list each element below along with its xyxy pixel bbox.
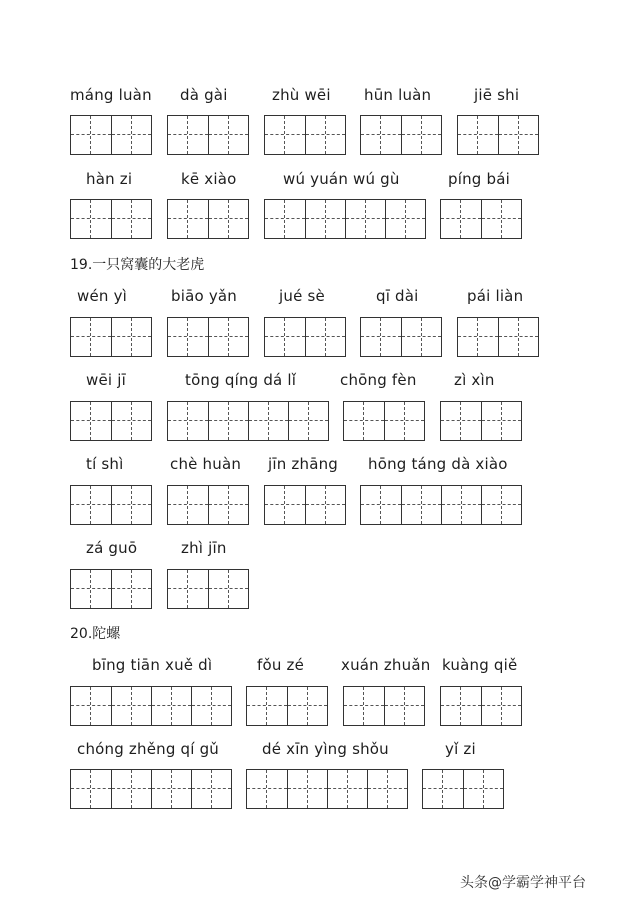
pinyin-label: bīng tiān xuě dì xyxy=(92,656,213,674)
writing-grid[interactable] xyxy=(264,485,346,525)
writing-grid[interactable] xyxy=(70,317,152,357)
writing-grid[interactable] xyxy=(360,317,442,357)
writing-grid[interactable] xyxy=(167,115,249,155)
writing-grid[interactable] xyxy=(70,686,232,726)
writing-grid[interactable] xyxy=(246,769,408,809)
pinyin-label: tōng qíng dá lǐ xyxy=(185,371,297,389)
pinyin-label: hōng táng dà xiào xyxy=(368,455,508,473)
writing-grid[interactable] xyxy=(457,115,539,155)
pinyin-label: dé xīn yìng shǒu xyxy=(262,740,389,758)
pinyin-label: pái liàn xyxy=(467,287,524,305)
writing-grid[interactable] xyxy=(343,686,425,726)
pinyin-label: jiē shi xyxy=(474,86,520,104)
writing-grid[interactable] xyxy=(70,199,152,239)
writing-grid[interactable] xyxy=(343,401,425,441)
writing-grid[interactable] xyxy=(440,401,522,441)
pinyin-label: yǐ zi xyxy=(445,740,476,758)
pinyin-label: zá guō xyxy=(86,539,138,557)
pinyin-label: chè huàn xyxy=(170,455,242,473)
pinyin-label: hàn zi xyxy=(86,170,133,188)
writing-grid[interactable] xyxy=(70,401,152,441)
pinyin-label: hūn luàn xyxy=(364,86,432,104)
section-heading-20: 20.陀螺 xyxy=(70,626,121,642)
pinyin-label: zhì jīn xyxy=(181,539,227,557)
writing-grid[interactable] xyxy=(360,115,442,155)
writing-grid[interactable] xyxy=(70,769,232,809)
pinyin-label: wén yì xyxy=(77,287,128,305)
pinyin-label: zì xìn xyxy=(454,371,495,389)
pinyin-label: máng luàn xyxy=(70,86,152,104)
writing-grid[interactable] xyxy=(167,199,249,239)
pinyin-label: tí shì xyxy=(86,455,124,473)
pinyin-label: wēi jī xyxy=(86,371,126,389)
pinyin-label: chóng zhěng qí gǔ xyxy=(77,740,220,758)
pinyin-label: jīn zhāng xyxy=(268,455,339,473)
writing-grid[interactable] xyxy=(167,569,249,609)
writing-grid[interactable] xyxy=(264,317,346,357)
writing-grid[interactable] xyxy=(457,317,539,357)
pinyin-label: chōng fèn xyxy=(340,371,417,389)
pinyin-label: kē xiào xyxy=(181,170,237,188)
pinyin-label: dà gài xyxy=(180,86,228,104)
pinyin-label: xuán zhuǎn xyxy=(341,656,431,674)
writing-grid[interactable] xyxy=(167,317,249,357)
pinyin-label: jué sè xyxy=(279,287,325,305)
pinyin-label: kuàng qiě xyxy=(442,656,518,674)
pinyin-label: qī dài xyxy=(376,287,419,305)
writing-grid[interactable] xyxy=(360,485,522,525)
pinyin-label: fǒu zé xyxy=(257,656,305,674)
pinyin-label: zhù wēi xyxy=(272,86,331,104)
section-heading-19: 19.一只窝囊的大老虎 xyxy=(70,257,205,273)
watermark-text: 头条@学霸学神平台 xyxy=(460,875,586,891)
writing-grid[interactable] xyxy=(246,686,328,726)
writing-grid[interactable] xyxy=(440,686,522,726)
writing-grid[interactable] xyxy=(70,485,152,525)
pinyin-label: píng bái xyxy=(448,170,510,188)
writing-grid[interactable] xyxy=(70,115,152,155)
pinyin-label: biāo yǎn xyxy=(171,287,238,305)
writing-grid[interactable] xyxy=(167,485,249,525)
pinyin-label: wú yuán wú gù xyxy=(283,170,400,188)
writing-grid[interactable] xyxy=(70,569,152,609)
writing-grid[interactable] xyxy=(167,401,329,441)
writing-grid[interactable] xyxy=(422,769,504,809)
writing-grid[interactable] xyxy=(264,199,426,239)
writing-grid[interactable] xyxy=(264,115,346,155)
writing-grid[interactable] xyxy=(440,199,522,239)
